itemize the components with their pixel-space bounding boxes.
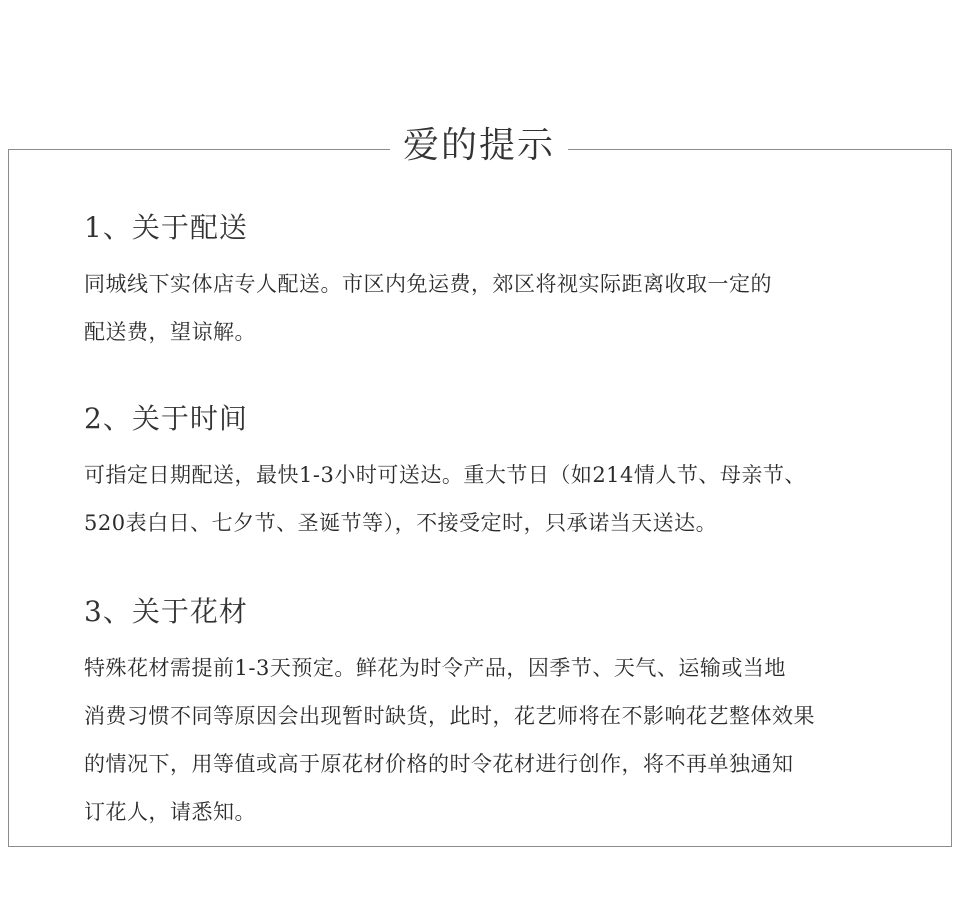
page-title: 爱的提示 bbox=[402, 125, 555, 166]
section-body: 同城线下实体店专人配送。市区内免运费，郊区将视实际距离收取一定的 配送费，望谅解。 bbox=[84, 272, 772, 344]
section-delivery bbox=[84, 211, 904, 356]
section-title: 2、关于时间 bbox=[84, 402, 248, 435]
section-title: 1、关于配送 bbox=[84, 211, 248, 244]
heading-container bbox=[390, 118, 568, 174]
section-body: 可指定日期配送，最快1-3小时可送达。重大节日（如214情人节、母亲节、 520表白日、七夕节、圣诞节等），不接受定时，只承诺当天送达。 bbox=[84, 463, 806, 535]
section-title: 3、关于花材 bbox=[84, 595, 248, 628]
section-body: 特殊花材需提前1-3天预定。鲜花为时令产品，因季节、天气、运输或当地 消费习惯不同等原因会出现暂时缺货，此时，花艺师将在不影响花艺整体效果 的情况下，用等值或高于原花材价格的时令花材进行创作，将不再单独通知 订花人，请悉知。 bbox=[84, 656, 815, 824]
section-time bbox=[84, 402, 904, 547]
section-flowers bbox=[84, 595, 904, 836]
